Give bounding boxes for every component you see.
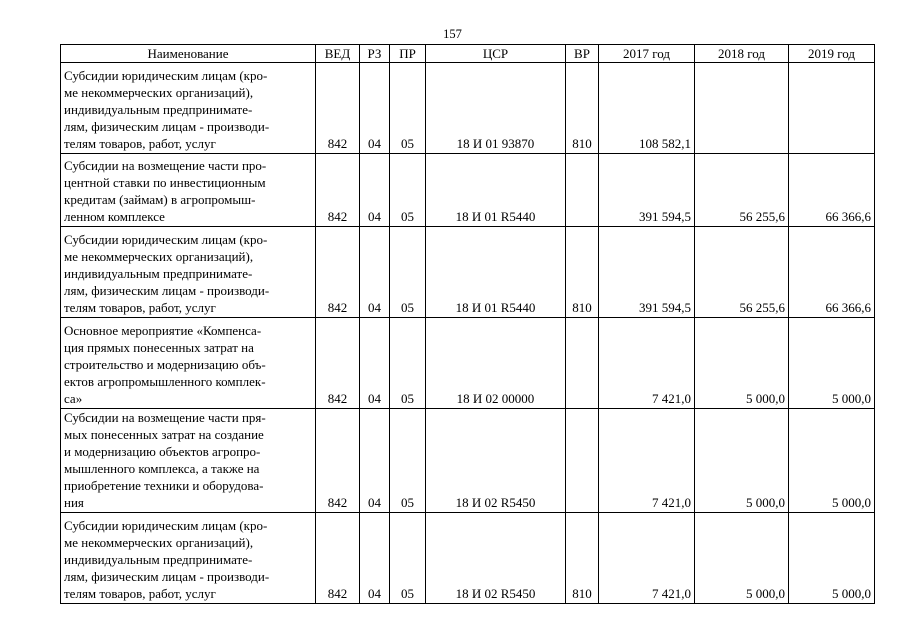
cell-pr: 05 — [390, 318, 426, 409]
header-2017: 2017 год — [599, 45, 695, 63]
header-2019: 2019 год — [789, 45, 875, 63]
cell-rz: 04 — [360, 227, 390, 318]
cell-name: Основное мероприятие «Компенса- ция прямых понесенных затрат на строительство и модернизацию объ- ектов агропромышленного комплек- са» — [61, 318, 316, 409]
cell-rz: 04 — [360, 63, 390, 154]
cell-name: Субсидии на возмещение части про- центной ставки по инвестиционным кредитам (займам) в агропромыш- ленном комплексе — [61, 154, 316, 227]
cell-name: Субсидии юридическим лицам (кро- ме некоммерческих организаций), индивидуальным предпринимате- лям, физическим лицам - производи- телям товаров, работ, услуг — [61, 227, 316, 318]
header-vr: ВР — [566, 45, 599, 63]
cell-2017: 108 582,1 — [599, 63, 695, 154]
cell-ved: 842 — [316, 409, 360, 513]
cell-2019: 5 000,0 — [789, 409, 875, 513]
cell-2018: 5 000,0 — [695, 513, 789, 604]
cell-2019: 5 000,0 — [789, 513, 875, 604]
cell-pr: 05 — [390, 513, 426, 604]
cell-2019 — [789, 63, 875, 154]
cell-pr: 05 — [390, 63, 426, 154]
cell-name: Субсидии юридическим лицам (кро- ме некоммерческих организаций), индивидуальным предпринимате- лям, физическим лицам - производи- телям товаров, работ, услуг — [61, 63, 316, 154]
cell-ved: 842 — [316, 318, 360, 409]
cell-csr: 18 И 01 R5440 — [426, 227, 566, 318]
cell-2019: 66 366,6 — [789, 154, 875, 227]
cell-2018 — [695, 63, 789, 154]
cell-2017: 391 594,5 — [599, 154, 695, 227]
cell-rz: 04 — [360, 154, 390, 227]
cell-ved: 842 — [316, 227, 360, 318]
table-row — [61, 409, 875, 513]
cell-csr: 18 И 01 93870 — [426, 63, 566, 154]
cell-rz: 04 — [360, 318, 390, 409]
cell-pr: 05 — [390, 154, 426, 227]
cell-2017: 7 421,0 — [599, 318, 695, 409]
cell-vr — [566, 318, 599, 409]
cell-csr: 18 И 02 00000 — [426, 318, 566, 409]
cell-name: Субсидии на возмещение части пря- мых понесенных затрат на создание и модернизацию объектов агропро- мышленного комплекса, а также на приобретение техники и оборудова- ния — [61, 409, 316, 513]
table-header-row — [61, 45, 875, 63]
cell-rz: 04 — [360, 513, 390, 604]
cell-csr: 18 И 01 R5440 — [426, 154, 566, 227]
cell-ved: 842 — [316, 513, 360, 604]
header-ved: ВЕД — [316, 45, 360, 63]
cell-vr — [566, 409, 599, 513]
budget-table — [60, 44, 875, 604]
cell-2017: 7 421,0 — [599, 409, 695, 513]
cell-vr: 810 — [566, 63, 599, 154]
header-csr: ЦСР — [426, 45, 566, 63]
cell-ved: 842 — [316, 154, 360, 227]
cell-2017: 7 421,0 — [599, 513, 695, 604]
cell-csr: 18 И 02 R5450 — [426, 513, 566, 604]
table-row — [61, 318, 875, 409]
header-2018: 2018 год — [695, 45, 789, 63]
header-pr: ПР — [390, 45, 426, 63]
cell-2019: 5 000,0 — [789, 318, 875, 409]
cell-2018: 5 000,0 — [695, 318, 789, 409]
cell-vr: 810 — [566, 227, 599, 318]
cell-2018: 5 000,0 — [695, 409, 789, 513]
cell-2018: 56 255,6 — [695, 227, 789, 318]
cell-2017: 391 594,5 — [599, 227, 695, 318]
table-row — [61, 63, 875, 154]
cell-2018: 56 255,6 — [695, 154, 789, 227]
cell-2019: 66 366,6 — [789, 227, 875, 318]
page-number: 157 — [443, 27, 462, 41]
cell-vr — [566, 154, 599, 227]
cell-pr: 05 — [390, 409, 426, 513]
cell-pr: 05 — [390, 227, 426, 318]
cell-csr: 18 И 02 R5450 — [426, 409, 566, 513]
cell-ved: 842 — [316, 63, 360, 154]
header-rz: РЗ — [360, 45, 390, 63]
header-name: Наименование — [61, 45, 316, 63]
table-row — [61, 227, 875, 318]
table-row — [61, 513, 875, 604]
table-row — [61, 154, 875, 227]
cell-rz: 04 — [360, 409, 390, 513]
cell-vr: 810 — [566, 513, 599, 604]
cell-name: Субсидии юридическим лицам (кро- ме некоммерческих организаций), индивидуальным предпринимате- лям, физическим лицам - производи- телям товаров, работ, услуг — [61, 513, 316, 604]
